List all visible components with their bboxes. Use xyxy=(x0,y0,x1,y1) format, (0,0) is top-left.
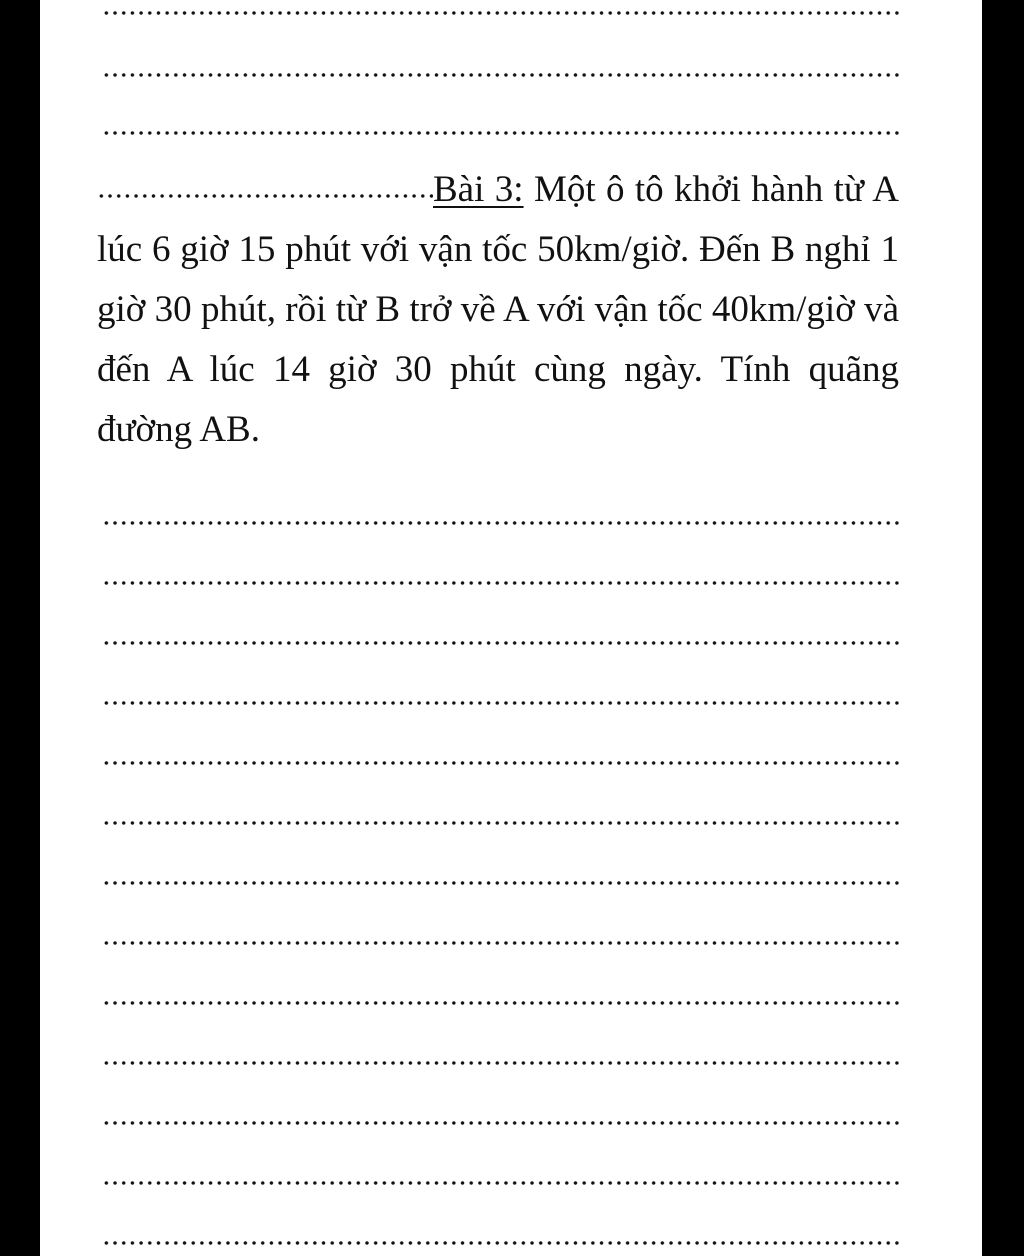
answer-line xyxy=(102,940,902,946)
answer-line xyxy=(102,1180,902,1186)
problem-text: Một ô tô khởi hành từ A lúc 6 giờ 15 phút với vận tốc 50km/giờ. Đến B nghỉ 1 giờ 30 phút, rồi từ B trở về A với vận tốc 40km/giờ và đến A lúc 14 giờ 30 phút cùng ngày. Tính quãng đường AB. xyxy=(97,169,899,450)
problem-statement xyxy=(97,160,899,460)
answer-line xyxy=(102,1060,902,1066)
answer-line xyxy=(102,130,902,136)
problem-label: Bài 3: xyxy=(433,169,524,210)
answer-line xyxy=(102,820,902,826)
answer-line xyxy=(102,1000,902,1006)
answer-line xyxy=(102,640,902,646)
leading-dots xyxy=(97,193,433,199)
answer-line xyxy=(102,880,902,886)
worksheet-page xyxy=(40,0,982,1256)
answer-line xyxy=(102,10,902,16)
answer-line xyxy=(102,1240,902,1246)
answer-line xyxy=(102,72,902,78)
answer-line xyxy=(102,580,902,586)
answer-line xyxy=(102,1120,902,1126)
answer-line xyxy=(102,700,902,706)
answer-line xyxy=(102,520,902,526)
answer-line xyxy=(102,760,902,766)
